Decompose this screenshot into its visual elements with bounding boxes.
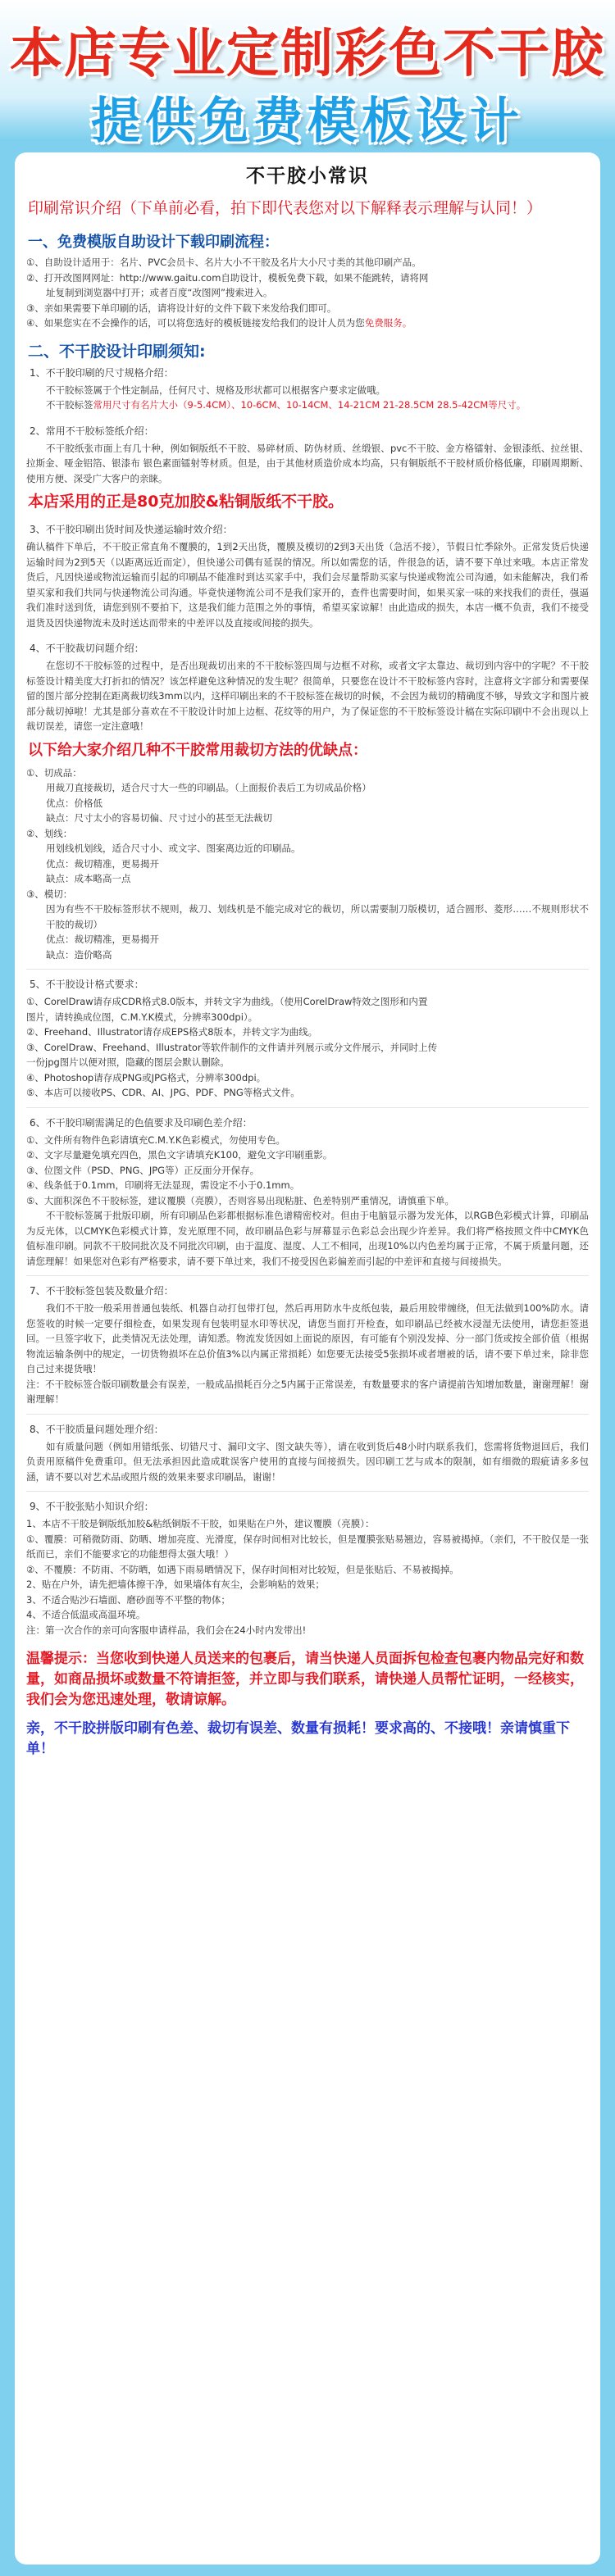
s2-sub1: 1、不干胶印刷的尺寸规格介绍：	[30, 366, 174, 379]
s7-para: 我们不干胶一般采用普通包装纸、机器自动打包带打包，然后再用防水牛皮纸包装，最后用胶带缠绕，但无法做到100%防水。请您签收的时候一定要仔细检查，如果发现有包装明显水印等状况，请您当面打开检查，如印刷品已经被水浸湿无法使用，请您拒签退回。一旦签字收下，此类情况无法处理，请知悉。物流发货因如上面说的原因，有可能有个别没发掉、分一部门货或按全部价值（根据物流运输条例中的规定，一切货物损坏在总价值3%以内属正常损耗）如您要无法接受5张损坏或者增被的话，请不要下单过来，除非您自己过来提货哦！	[26, 1302, 589, 1374]
s1-line: ①、自助设计适用于：名片、PVC会员卡、名片大小不干胶及名片大小尺寸类的其他印刷产品。	[26, 257, 421, 268]
card-title: 不干胶小常识	[246, 166, 369, 187]
s9-line: 注：第一次合作的亲可向客服申请样品，我们会在24小时内发带出!	[26, 1624, 307, 1636]
s5-line: ③、CorelDraw、Freehand、Illustrator等软件制作的文件请并列展示或分文件展示，并同时上传	[26, 1041, 438, 1053]
section-3-heading: 以下给大家介绍几种不干胶常用裁切方法的优缺点：	[28, 741, 367, 759]
paper-type-highlight: 本店采用的正是80克加胶&粘铜版纸不干胶。	[28, 493, 344, 511]
s5-line: ①、CorelDraw请存成CDR格式8.0版本，并转文字为曲线。（使用CorelDraw特效之图形和内置	[26, 996, 428, 1007]
section-1-heading: 一、免费模版自助设计下载印刷流程：	[28, 234, 279, 251]
s2-p2-sizes: 常用尺寸有名片大小（9-5.4CM）、10-6CM、10-14CM、14-21CM 21-28.5CM 28.5-42CM等尺寸。	[93, 399, 526, 411]
cut-con: 缺点：成本略高一点	[46, 873, 131, 884]
s2-p2	[26, 398, 589, 413]
s1-line	[26, 316, 589, 331]
s6-sub: 6、不干胶印刷需满足的色值要求及印刷色差介绍：	[30, 1116, 253, 1129]
s6-line: ①、文件所有物件色彩请填充C.M.Y.K色彩模式，勿使用专色。	[26, 1134, 285, 1146]
s2-p4: 确认稿件下单后，不干胶正常直角不覆膜的，1到2天出货，覆膜及模切的2到3天出货（急活不接），节假日忙季除外。正常发货后快递运输时间为2到5天（以距离远近而定），但快递公司偶有延误的情况。所以如需您的话，件很急的话，请不要下单过来哦。本店正常发货后，凡因快递或物流运输而引起的印刷品不能准时到达买家手中，我们会尽量帮助买家与快递或物流公司沟通，如未能解决，我们希望买家和我们共同与快递物流公司沟通。毕竟快递物流公司不是我们家开的，查件也需要时间，如果买家一味的来找我们的责任，强逼我们准时送到货，请您到别不要拍下，这是我们能力范围之外的事情，希望买家谅解！由此造成的损失，本店一概不负责，我们不接受退货及因快递物流未及时送达而带来的中差评以及直接或间接的损失。	[26, 541, 589, 629]
header-banner	[0, 0, 615, 150]
s5-line: ④、Photoshop请存成PNG或JPG格式，分辨率300dpi。	[26, 1071, 266, 1084]
s1-line: 址复制到浏览器中打开；或者百度“改图网”搜索进入。	[46, 287, 273, 298]
section-2-heading: 二、不干胶设计印刷须知:	[28, 342, 206, 361]
s9-line: 1、本店不干胶是铜版纸加胶&粘纸铜版不干胶，如果贴在户外，建议覆膜（亮膜）：	[26, 1518, 375, 1529]
cut-method: ②、划线：	[26, 827, 73, 839]
s6-line: ③、位图文件（PSD、PNG、JPG等）正反面分开保存。	[26, 1164, 260, 1176]
warning-notice: 温馨提示：当您收到快递人员送来的包裹后，请当快递人员面拆包检查包裹内物品完好和数量，如商品损坏或数量不符请拒签，并立即与我们联系，请快递人员帮忙证明，一经核实，我们会为您迅速处理，敬请谅解。	[26, 1651, 584, 1708]
s6-line: ②、文字尽量避免填充四色，黑色文字请填充K100，避免文字印刷重影。	[26, 1149, 333, 1161]
s5-line: ⑤、本店可以接收PS、CDR、AI、JPG、PDF、PNG等格式文件。	[26, 1087, 300, 1098]
s2-p2-prefix: 不干胶标签	[46, 399, 93, 411]
s2-sub2: 2、常用不干胶标签纸介绍：	[30, 425, 154, 437]
banner-subtitle: 提供免费模板设计	[91, 93, 524, 150]
s5-line: 图片，请转换成位图，C.M.Y.K模式，分辨率300dpi）。	[26, 1011, 258, 1023]
final-notice: 亲，不干胶拼版印刷有色差、裁切有误差、数量有损耗！要求高的、不接哦！亲请慎重下单！	[26, 1720, 570, 1757]
s8-sub: 8、不干胶质量问题处理介绍：	[30, 1423, 164, 1435]
divider	[26, 1275, 589, 1276]
cut-con: 缺点：尺寸太小的容易切偏、尺寸过小的甚至无法裁切	[46, 812, 272, 824]
s5-line: ②、Freehand、Illustrator请存成EPS格式8版本，并转文字为曲线。	[26, 1026, 318, 1038]
cut-pro: 优点：价格低	[46, 797, 102, 809]
s6-para: 不干胶标签属于批版印刷，所有印刷品色彩都根据标准色谱精密校对。但由于电脑显示器为发光体，以RGB色彩模式计算，印刷品为反光体，以CMYK色彩模式计算，发光原理不同，故印刷品色彩与屏幕显示色彩总会出现少许差异。我们将严格按照文件中CMYK色值标准印刷。同款不干胶同批次及不同批次印刷，由于温度、湿度、人工不相同，出现10%以内色差均属于正常，不属于质量问题，还请您理解！如果您对色彩有严格要求，请不要下单过来，我们不接受因色彩偏差而引起的中差评和直接与间接损失。	[26, 1210, 589, 1267]
s2-p5: 在您切不干胶标签的过程中，是否出现裁切出来的不干胶标签四周与边框不对称，或者文字太靠边、裁切到内容中的字呢？不干胶标签设计精美度大打折扣的情况？该怎样避免这种情况的发生呢？很简单，只要您在设计不干胶标签内容时，注意将文字部分和需要保留的图片部分控制在距离裁切线3mm以内，这样印刷出来的不干胶标签在裁切的时候，不会因为裁切的精确度不够，导致文字和图片被部分裁切掉啦！尤其是部分喜欢在不干胶设计时加上边框、花纹等的用户，为了保证您的不干胶标签设计稿在实际印刷中不会出现以上裁切误差，请您一定注意哦！	[26, 660, 589, 732]
s5-line: 一份jpg图片以便对照，隐藏的图层会默认删除。	[26, 1056, 230, 1068]
s5-sub: 5、不干胶设计格式要求：	[30, 979, 144, 990]
s9-line: 3、不适合贴沙石墙面、磨砂面等不平整的物体；	[26, 1593, 230, 1606]
divider	[26, 1491, 589, 1492]
s1-line: ②、打开改图网网址：http://www.gaitu.com自助设计，模板免费下载，如果不能跳转，请将网	[26, 271, 429, 284]
s1-line: ③、亲如果需要下单印刷的话，请将设计好的文件下载下来发给我们即可。	[26, 302, 337, 314]
s6-line: ⑤、大面积深色不干胶标签，建议覆膜（亮膜），否则容易出现粘脏、色差特别严重情况，请慎重下单。	[26, 1194, 455, 1206]
s9-line: ②、不覆膜：不防雨、不防晒，如遇下雨易晒情况下，保存时间相对比较短，但是张贴后、不易被揭掉。	[26, 1563, 459, 1575]
s2-sub3: 3、不干胶印刷出货时间及快递运输时效介绍：	[30, 524, 233, 535]
cut-pro: 优点：裁切精准，更易揭开	[46, 934, 159, 945]
free-service-highlight: 免费服务。	[364, 317, 412, 329]
s8-para: 如有质量问题（例如用错纸张、切错尺寸、漏印文字、图文缺失等），请在收到货后48小时内联系我们，您需将货物退回后，我们负责用原稿件免费重印。但无法承担因此造成耽误客户使用的直接与间接损失。因印刷工艺与成本的限制，如有细微的瑕疵请多多包涵，请不要以对艺术品或照片级的效果来要求印刷品，谢谢！	[26, 1440, 589, 1483]
s7-sub: 7、不干胶标签包装及数量介绍：	[30, 1285, 174, 1297]
divider	[26, 1414, 589, 1415]
s2-sub4: 4、不干胶裁切问题介绍：	[30, 643, 144, 654]
divider	[26, 1107, 589, 1108]
cut-pro: 优点：裁切精准，更易揭开	[46, 857, 159, 870]
cut-method: ③、模切：	[26, 888, 73, 900]
divider	[26, 969, 589, 970]
cut-con: 缺点：造价略高	[46, 948, 112, 961]
s2-p3: 不干胶纸张市面上有几十种，例如铜版纸不干胶、易碎材质、防伪材质、丝缎银、pvc不干胶、金方格镭射、金银漆纸、拉丝银、拉斯金、哑金铝箔、银漆布 银色素面镭射等材质。但是，由于其他材质造价成本均高，只有铜版纸不干胶材质价格低廉，印刷周期断、使用方便、深受广大客户的亲睐。	[26, 442, 589, 484]
s7-note: 注：不干胶标签合版印刷数量会有误差，一般成品损耗百分之5内属于正常误差，有数量要求的客户请提前告知增加数量，谢谢理解！谢谢理解！	[26, 1378, 589, 1405]
cut-method: ①、切成品：	[26, 766, 82, 779]
s9-line: ①、覆膜：可稍微防雨、防晒、增加亮度、光滑度，保存时间相对比较长，但是覆膜张贴易翘边，容易被揭掉。（亲们，不干胶仅是一张纸而已，亲们不能要求它的功能想得太强大哦！）	[26, 1533, 589, 1560]
cut-desc: 用裁刀直接裁切，适合尺寸大一些的印刷品。（上面报价表后工为切成品价格）	[46, 782, 371, 793]
s6-line: ④、线条低于0.1mm，印刷将无法显现，需设定不小于0.1mm。	[26, 1179, 300, 1191]
s9-line: 4、不适合低温或高温环境。	[26, 1609, 146, 1620]
s9-line: 2、贴在户外，请先把墙体擦干净，如果墙体有灰尘，会影响粘的效果；	[26, 1579, 325, 1590]
s2-p1: 不干胶标签属于个性定制品，任何尺寸、规格及形状都可以根据客户要求定做哦。	[46, 384, 385, 396]
s9-sub: 9、不干胶张贴小知识介绍：	[30, 1501, 154, 1512]
banner-title: 本店专业定制彩色不干胶	[10, 24, 605, 84]
intro-text: 印刷常识介绍（下单前必看，拍下即代表您对以下解释表示理解与认同！）	[28, 199, 543, 217]
content-card	[15, 152, 600, 2565]
cut-desc: 因为有些不干胶标签形状不规则，裁刀、划线机是不能完成对它的裁切，所以需要制刀版模切，适合圆形、菱形……不规则形状不干胶的裁切）	[46, 903, 589, 930]
cut-desc: 用划线机划线，适合尺寸小、或文字、图案离边近的印刷品。	[46, 843, 301, 854]
s1-line-text: ④、如果您实在不会操作的话，可以将您选好的模板链接发给我们的设计人员为您	[26, 317, 365, 329]
